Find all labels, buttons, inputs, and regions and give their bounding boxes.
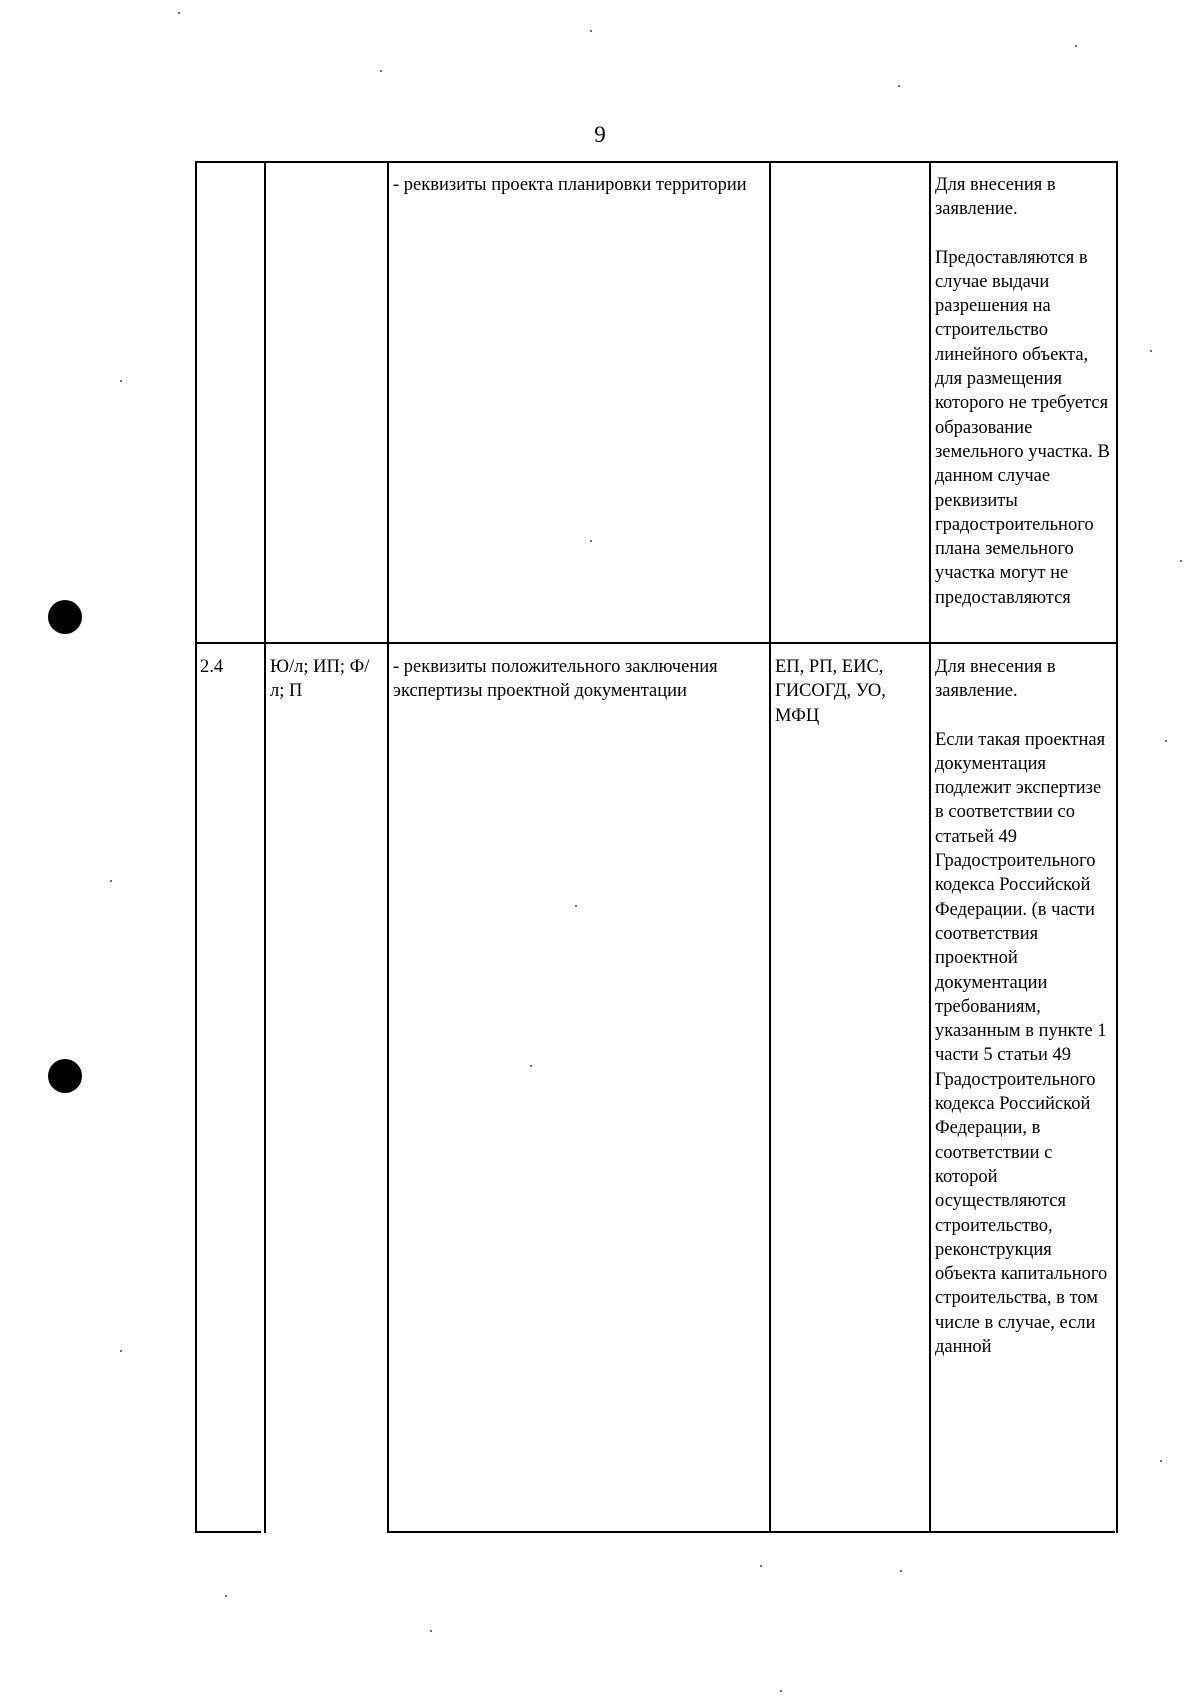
table-cell-number bbox=[195, 161, 265, 643]
page-number: 9 bbox=[594, 122, 606, 147]
table-border-right bbox=[1116, 161, 1118, 1533]
scan-speck bbox=[1150, 350, 1152, 352]
remark-condition: Если такая проектная документация подлежит экспертизе в соответствии со статьей 49 Градостроительного кодекса Российской Федерации. (в части соответствия проектной документации требованиям, указанным в пункте 1 части 5 статьи 49 Градостроительного кодекса Российской Федерации, в соответствии с которой осуществляются строительство, реконструкция объекта капитального строительства, в том числе в случае, если данной bbox=[935, 729, 1108, 1358]
table-column-divider bbox=[929, 161, 931, 1533]
table-border-bottom bbox=[195, 1531, 261, 1533]
scan-speck bbox=[1180, 560, 1182, 562]
scan-speck bbox=[530, 1065, 532, 1067]
scan-speck bbox=[575, 905, 577, 907]
table-cell-source bbox=[770, 161, 930, 643]
remark-purpose: Для внесения в заявление. bbox=[935, 175, 1056, 220]
scan-speck bbox=[898, 85, 900, 87]
scan-speck bbox=[1160, 1460, 1162, 1462]
table-cell-number: 2.4 bbox=[200, 657, 224, 677]
scan-speck bbox=[120, 380, 122, 382]
table-cell-applicant bbox=[265, 161, 388, 643]
table-border-bottom bbox=[388, 1531, 1115, 1533]
scan-speck bbox=[120, 1350, 122, 1352]
scan-speck bbox=[225, 1595, 227, 1597]
punch-hole bbox=[48, 600, 82, 634]
scan-speck bbox=[590, 540, 592, 542]
scan-speck bbox=[780, 1690, 782, 1692]
table-border-left bbox=[195, 161, 197, 1533]
requirements-table bbox=[195, 161, 1118, 1533]
table-column-divider bbox=[769, 161, 771, 1533]
table-cell-remark bbox=[930, 643, 1118, 1533]
scan-speck bbox=[760, 1565, 762, 1567]
scan-speck bbox=[178, 12, 180, 14]
scan-speck bbox=[110, 880, 112, 882]
table-cell-applicant: Ю/л; ИП; Ф/л; П bbox=[270, 657, 370, 702]
punch-hole bbox=[48, 1059, 82, 1093]
scan-speck bbox=[380, 70, 382, 72]
table-border-top bbox=[195, 161, 1118, 163]
scan-speck bbox=[1075, 45, 1077, 47]
scan-speck bbox=[430, 1630, 432, 1632]
scan-speck bbox=[1165, 740, 1167, 742]
scan-speck bbox=[900, 1570, 902, 1572]
remark-condition: Предоставляются в случае выдачи разрешения на строительство линейного объекта, для размещения которого не требуется образование земельного участка. В данном случае реквизиты градостроительного плана земельного участка могут не предоставляются bbox=[935, 247, 1110, 608]
table-column-divider bbox=[264, 161, 266, 1533]
table-cell-document: - реквизиты проекта планировки территории bbox=[393, 175, 747, 195]
table-column-divider bbox=[387, 161, 389, 1533]
remark-purpose: Для внесения в заявление. bbox=[935, 657, 1056, 702]
table-cell-document: - реквизиты положительного заключения экспертизы проектной документации bbox=[393, 657, 718, 702]
table-cell-source: ЕП, РП, ЕИС, ГИСОГД, УО, МФЦ bbox=[775, 657, 886, 726]
table-cell-remark bbox=[930, 161, 1118, 643]
scan-speck bbox=[590, 30, 592, 32]
table-row-divider bbox=[195, 642, 1118, 644]
